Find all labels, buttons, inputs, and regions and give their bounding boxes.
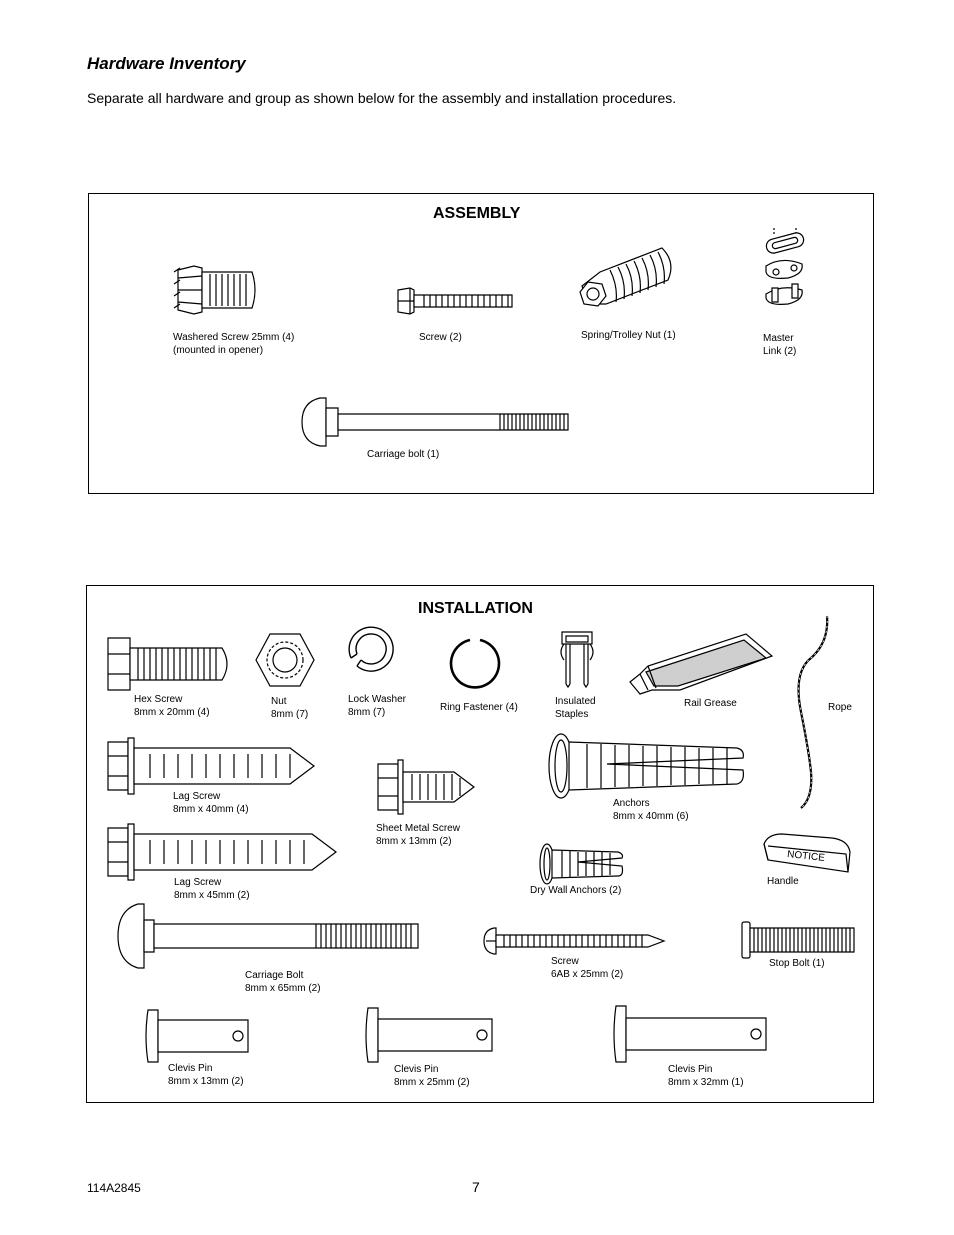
label-stop-bolt: Stop Bolt (1) — [769, 958, 825, 969]
label-carriage-bolt-65mm: Carriage Bolt 8mm x 65mm (2) — [245, 970, 321, 994]
label-sheet-metal-screw: Sheet Metal Screw 8mm x 13mm (2) — [376, 823, 460, 847]
spring-trolley-nut-icon — [576, 242, 676, 312]
label-ring-fastener: Ring Fastener (4) — [440, 702, 518, 713]
carriage-bolt-65mm-icon — [116, 902, 422, 970]
label-clevis-pin-13mm: Clevis Pin 8mm x 13mm (2) — [168, 1063, 244, 1087]
label-clevis-pin-32mm: Clevis Pin 8mm x 32mm (1) — [668, 1064, 744, 1088]
assembly-label-master-link: Master Link (2) — [763, 333, 797, 357]
assembly-heading: ASSEMBLY — [433, 205, 521, 222]
label-rail-grease: Rail Grease — [684, 698, 737, 709]
label-dry-wall-anchors: Dry Wall Anchors (2) — [530, 885, 622, 896]
page-number: 7 — [472, 1179, 480, 1195]
installation-heading: INSTALLATION — [418, 600, 533, 617]
label-handle: Handle — [767, 876, 799, 887]
screw-icon — [396, 286, 514, 316]
intro-text: Separate all hardware and group as shown below for the assembly and installation procedures. — [87, 90, 677, 106]
handle-notice-text: NOTICE — [786, 849, 826, 864]
label-anchors: Anchors 8mm x 40mm (6) — [613, 798, 689, 822]
label-screw-6ab: Screw 6AB x 25mm (2) — [551, 956, 624, 980]
clevis-pin-13mm-icon — [142, 1008, 252, 1064]
assembly-label-carriage-bolt: Carriage bolt (1) — [367, 449, 440, 460]
lag-screw-40mm-icon — [106, 736, 316, 796]
assembly-label-spring-trolley-nut: Spring/Trolley Nut (1) — [581, 330, 676, 341]
label-nut: Nut 8mm (7) — [271, 696, 309, 720]
label-lag-screw-45mm: Lag Screw 8mm x 45mm (2) — [174, 877, 250, 901]
rail-grease-tube-icon — [626, 630, 776, 696]
hex-screw-icon — [106, 636, 232, 692]
clevis-pin-32mm-icon — [610, 1004, 770, 1064]
label-lag-screw-40mm: Lag Screw 8mm x 40mm (4) — [173, 791, 249, 815]
insulated-staple-icon — [556, 630, 598, 688]
handle-icon — [762, 832, 854, 878]
label-lock-washer: Lock Washer 8mm (7) — [348, 694, 406, 718]
nut-icon — [254, 632, 316, 688]
label-hex-screw: Hex Screw 8mm x 20mm (4) — [134, 694, 210, 718]
stop-bolt-icon — [740, 920, 856, 960]
anchor-icon — [547, 732, 747, 800]
lock-washer-icon — [343, 622, 399, 678]
master-link-icon — [762, 226, 808, 318]
label-insulated-staples: Insulated Staples — [555, 696, 596, 720]
sheet-metal-screw-icon — [376, 758, 476, 816]
assembly-label-screw: Screw (2) — [419, 332, 462, 343]
page-title: Hardware Inventory — [87, 54, 246, 73]
dry-wall-anchor-icon — [538, 842, 626, 886]
screw-6ab-icon — [482, 926, 666, 956]
assembly-label-washered-screw: Washered Screw 25mm (4) (mounted in opener) — [173, 332, 295, 356]
lag-screw-45mm-icon — [106, 822, 338, 882]
clevis-pin-25mm-icon — [362, 1006, 496, 1064]
carriage-bolt-icon — [300, 394, 572, 450]
ring-fastener-icon — [444, 636, 500, 692]
part-number: 114A2845 — [87, 1181, 141, 1195]
label-clevis-pin-25mm: Clevis Pin 8mm x 25mm (2) — [394, 1064, 470, 1088]
label-rope: Rope — [828, 702, 852, 713]
washered-screw-icon — [172, 262, 262, 318]
